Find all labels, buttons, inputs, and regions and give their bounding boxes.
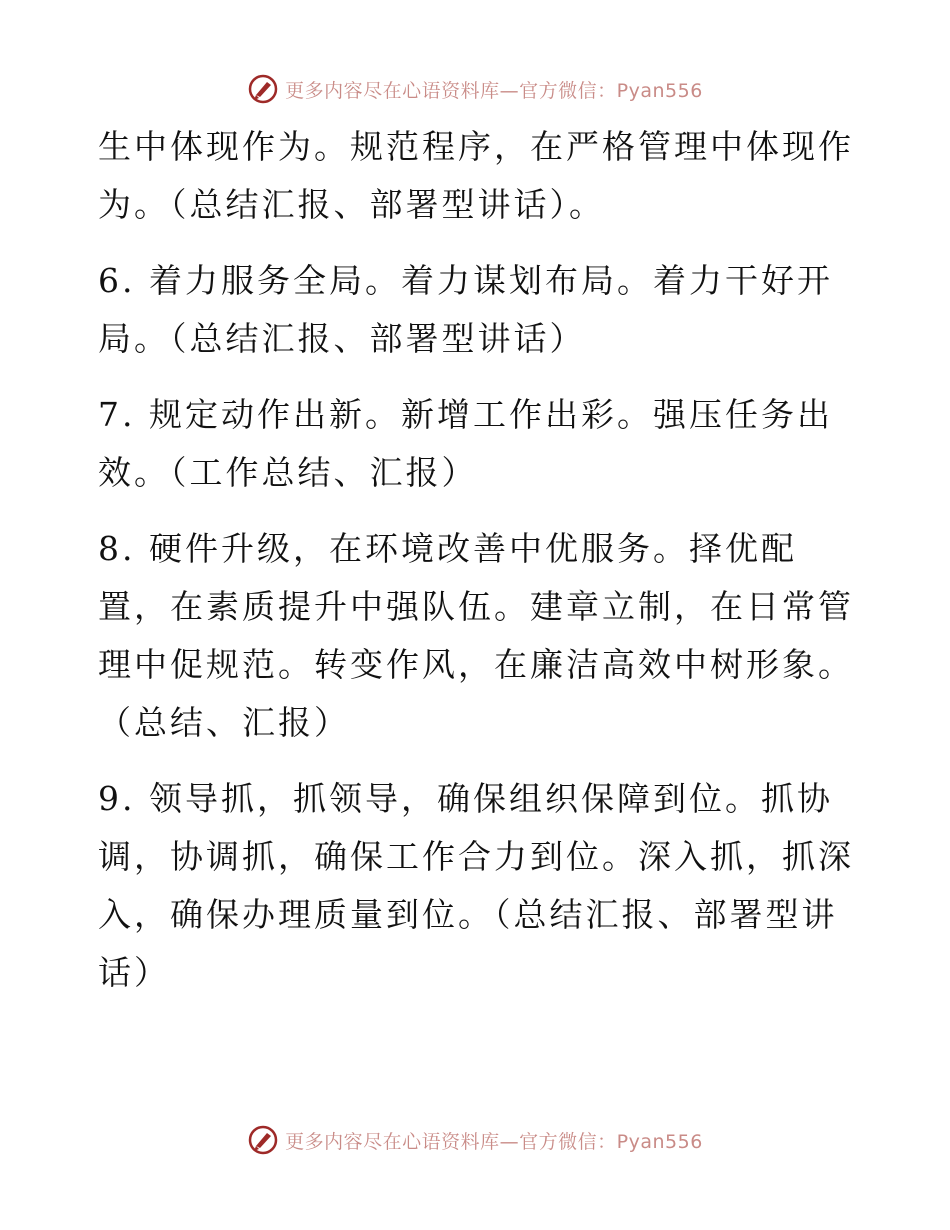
- quill-pen-logo-icon: [247, 1124, 279, 1156]
- watermark-text: 更多内容尽在心语资料库—官方微信：Pyan556: [285, 79, 703, 102]
- header-watermark: [0, 72, 950, 106]
- paragraph-item-7: 7. 规定动作出新。新增工作出彩。强压任务出效。（工作总结、汇报）: [98, 395, 833, 492]
- paragraph-item-9: 9. 领导抓，抓领导，确保组织保障到位。抓协调，协调抓，确保工作合力到位。深入抓，抓深入，确保办理质量到位。（总结汇报、部署型讲话）: [98, 779, 854, 992]
- paragraph-item-8: 8. 硬件升级，在环境改善中优服务。择优配置，在素质提升中强队伍。建章立制，在日常管理中促规范。转变作风，在廉洁高效中树形象。（总结、汇报）: [98, 529, 854, 742]
- paragraph-item-6: 6. 着力服务全局。着力谋划布局。着力干好开局。（总结汇报、部署型讲话）: [98, 261, 833, 358]
- watermark-text: 更多内容尽在心语资料库—官方微信：Pyan556: [285, 1130, 703, 1153]
- footer-watermark: [0, 1123, 950, 1157]
- paragraph: 生中体现作为。规范程序，在严格管理中体现作为。（总结汇报、部署型讲话）。: [98, 127, 854, 224]
- quill-pen-logo-icon: [247, 73, 279, 105]
- document-body: [98, 118, 858, 1020]
